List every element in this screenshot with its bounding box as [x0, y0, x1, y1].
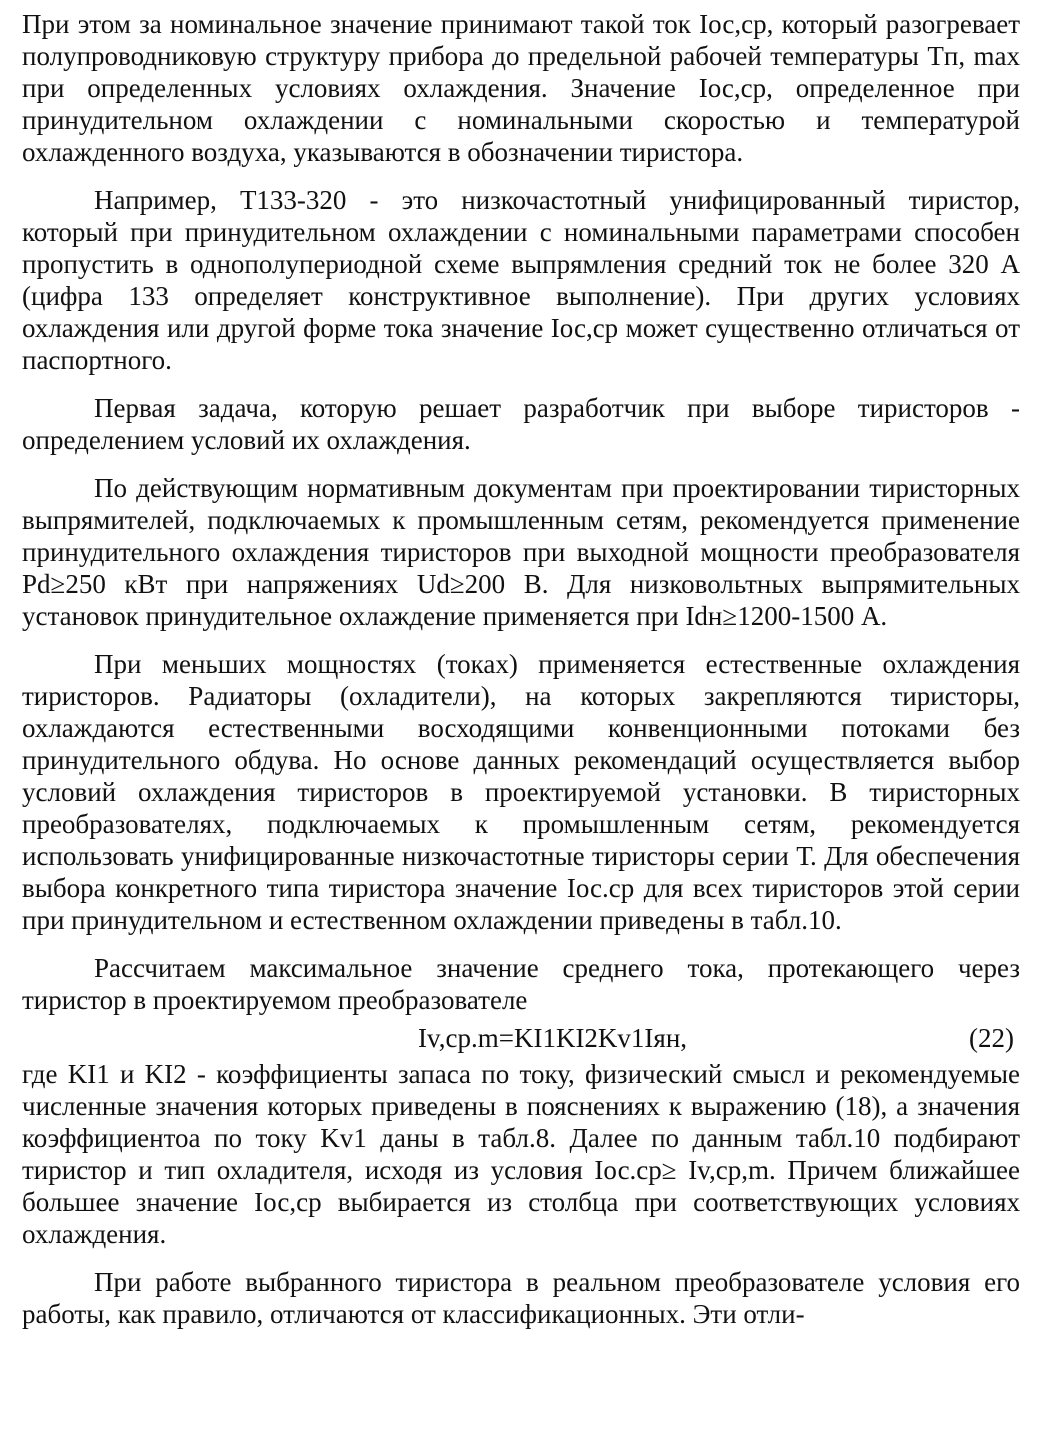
document-page: [22, 8, 1020, 1330]
formula-22: Iv,ср.m=KI1KI2Kv1Iян,: [418, 1023, 688, 1053]
paragraph-3: Первая задача, которую решает разработчик при выборе тиристоров - определением условий их охлаждения.: [22, 393, 1020, 455]
paragraph-last: При работе выбранного тиристора в реальном преобразователе условия его работы, как правило, отличаются от классификационных. Эти отли-: [22, 1267, 1020, 1329]
paragraph-6: Рассчитаем максимальное значение среднего тока, протекающего через тиристор в проектируемом преобразователе: [22, 953, 1020, 1015]
paragraph-after-formula: где KI1 и KI2 - коэффициенты запаса по току, физический смысл и рекомендуемые численные значения которых приведены в пояснениях к выражению (18), а значения коэффициентоа по току Kv1 даны в табл.8. Далее по данным табл.10 подбирают тиристор и тип охладителя, исходя из условия Iос.ср≥ Iv,ср,m. Причем ближайшее большее значение Iос,ср выбирается из столбца при соответствующих условиях охлаждения.: [22, 1059, 1020, 1249]
paragraph-4: По действующим нормативным документам при проектировании тиристорных выпрямителей, подключаемых к промышленным сетям, рекомендуется применение принудительного охлаждения тиристоров при выходной мощности преобразователя Pd≥250 кВт при напряжениях Ud≥200 В. Для низковольтных выпрямительных установок принудительное охлаждение применяется при Idн≥1200-1500 А.: [22, 473, 1020, 631]
paragraph-2: Например, Т133-320 - это низкочастотный унифицированный тиристор, который при принудительном охлаждении с номинальными параметрами способен пропустить в однополупериодной схеме выпрямления средний ток не более 320 А (цифра 133 определяет конструктивное выполнение). При других условиях охлаждения или другой форме тока значение Iос,ср может существенно отличаться от паспортного.: [22, 185, 1020, 375]
paragraph-5: При меньших мощностях (токах) применяется естественные охлаждения тиристоров. Радиаторы (охладители), на которых закрепляются тиристоры, охлаждаются естественными восходящими конвенционными потоками без принудительного обдува. Но основе данных рекомендаций осуществляется выбор условий охлаждения тиристоров в проектируемой установки. В тиристорных преобразователях, подключаемых к промышленным сетям, рекомендуется использовать унифицированные низкочастотные тиристоры серии Т. Для обеспечения выбора конкретного типа тиристора значение Iос.ср для всех тиристоров этой серии при принудительном и естественном охлаждении приведены в табл.10.: [22, 649, 1020, 935]
formula-row: [22, 1022, 1020, 1054]
paragraph-1: При этом за номинальное значение принимают такой ток Iос,ср, который разогревает полупроводниковую структуру прибора до предельной рабочей температуры Tп, max при определенных условиях охлаждения. Значение Iос,ср, определенное при принудительном охлаждении с номинальными скоростью и температурой охлажденного воздуха, указываются в обозначении тиристора.: [22, 9, 1020, 167]
equation-number: (22): [969, 1023, 1014, 1053]
